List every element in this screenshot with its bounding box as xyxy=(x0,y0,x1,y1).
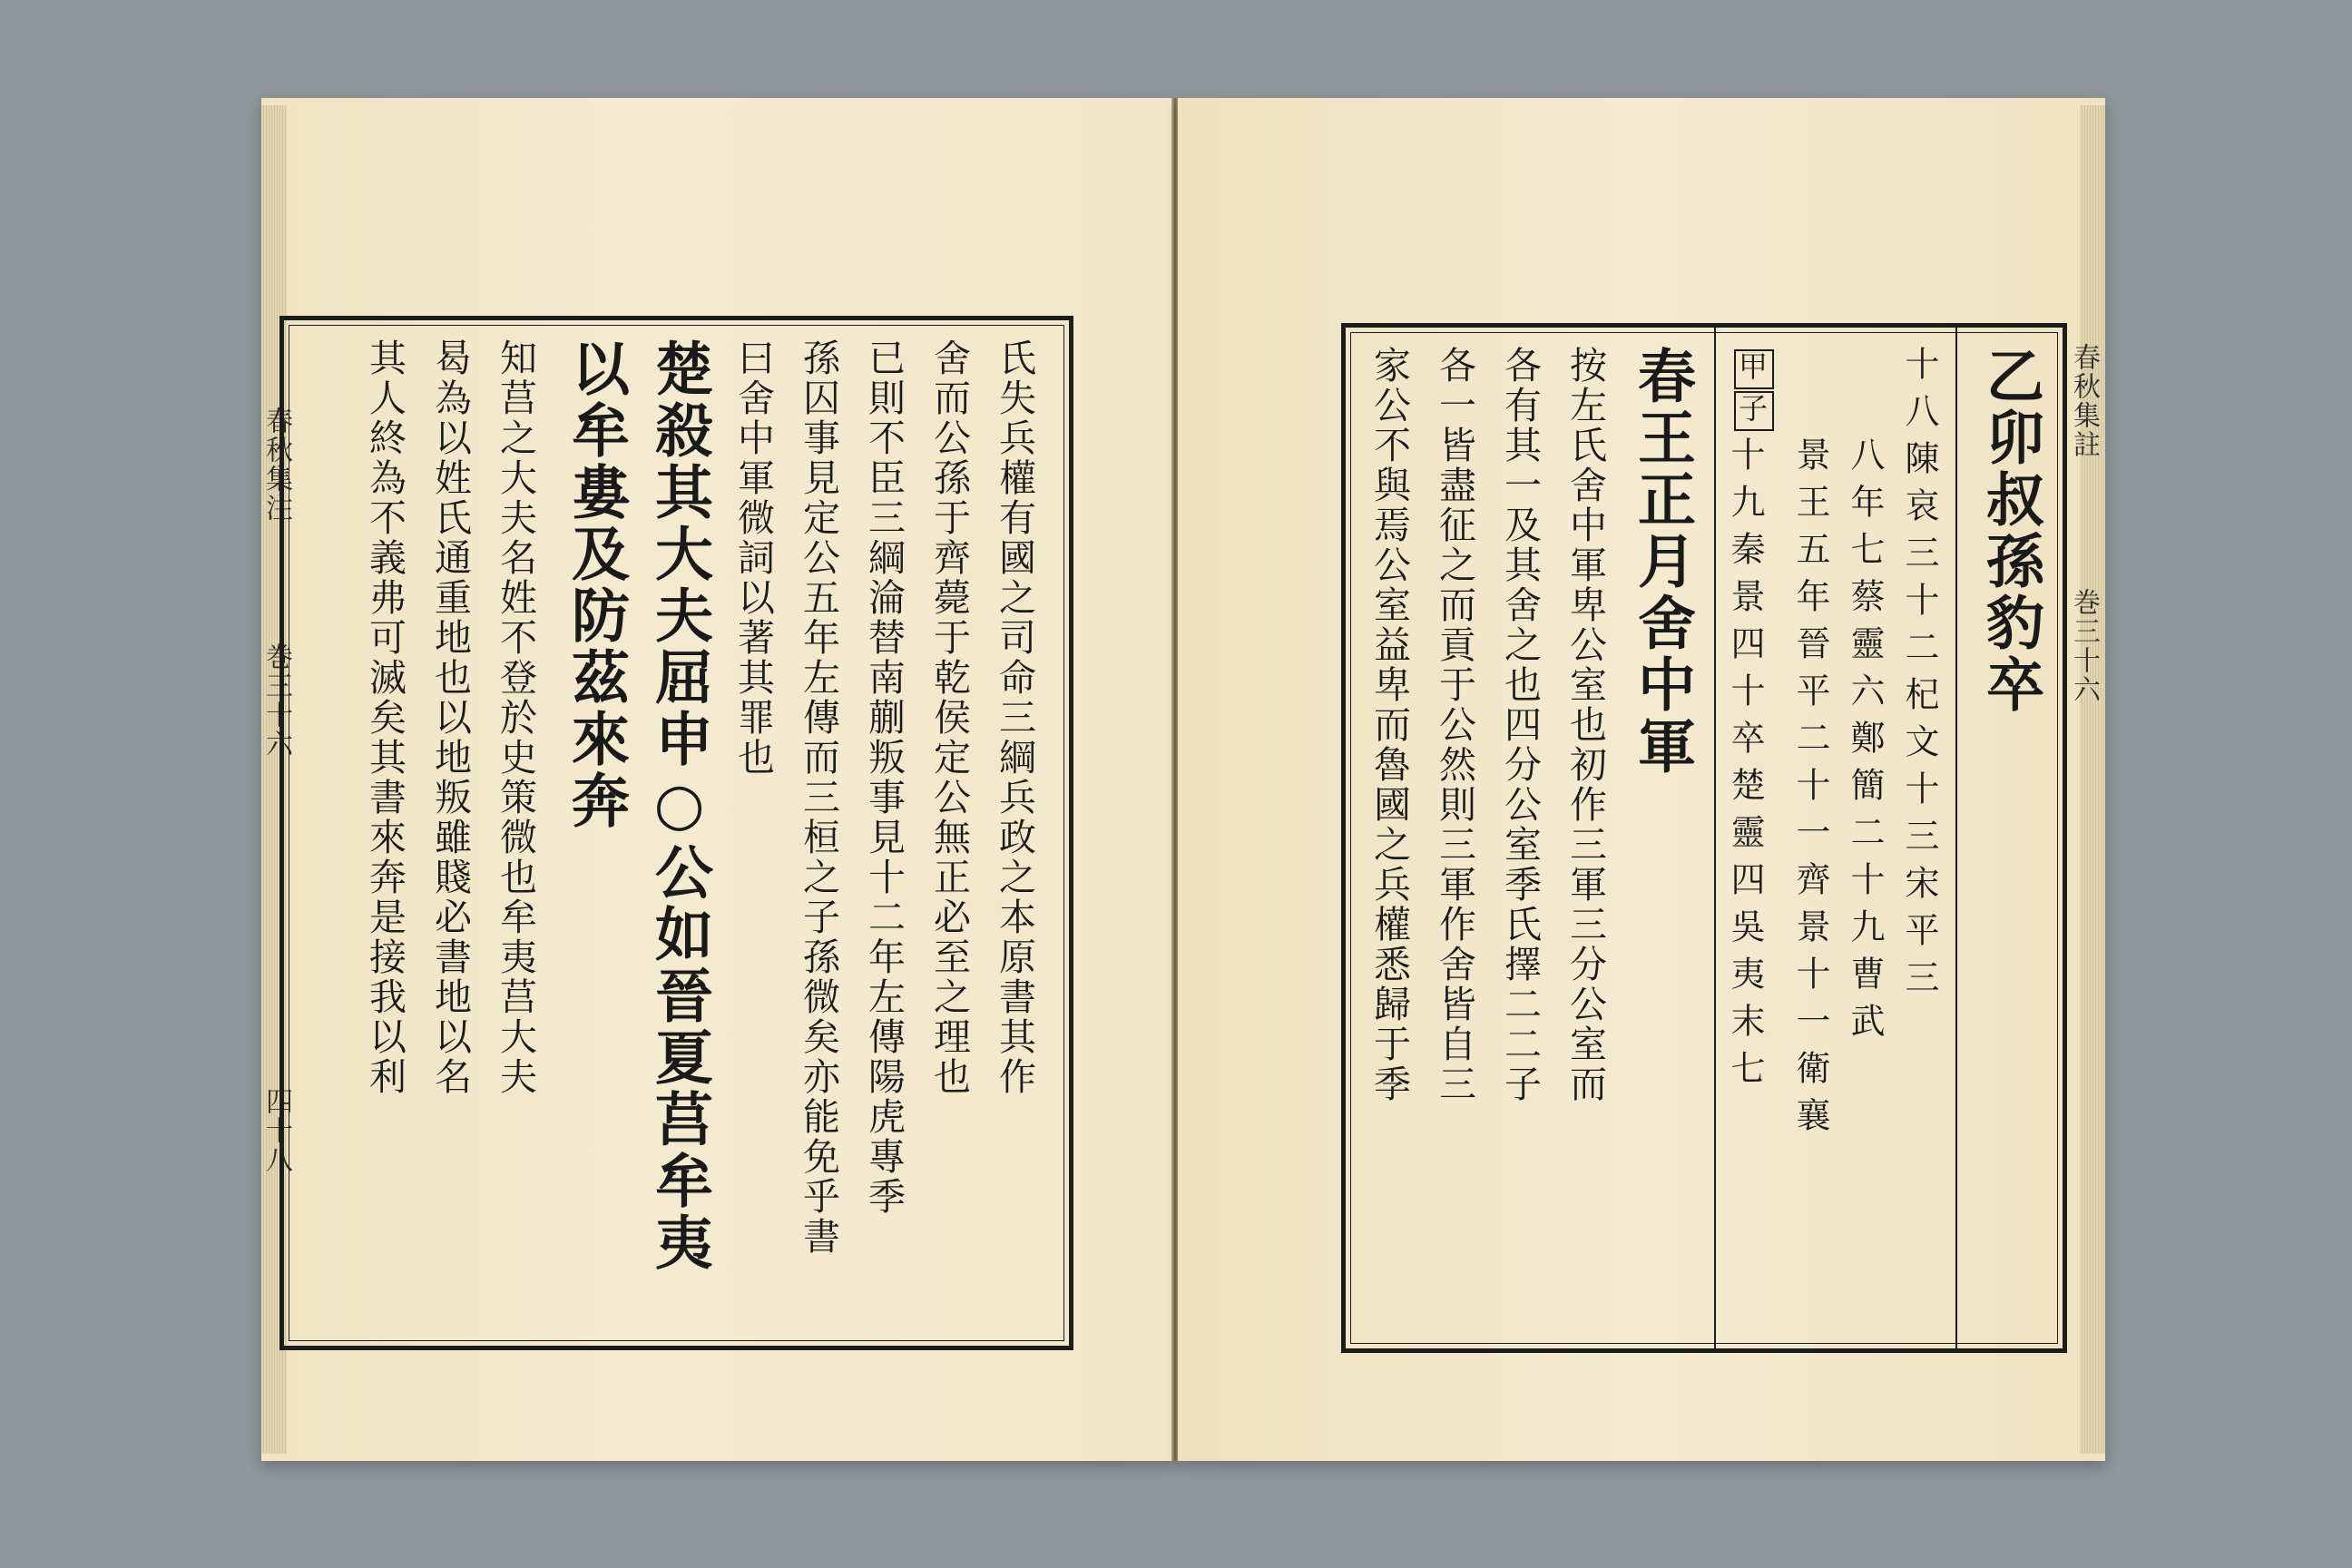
open-book xyxy=(261,98,2105,1461)
text-column: 孫囚事見定公五年左傳而三桓之子孫微矣亦能免乎書 xyxy=(797,338,840,1257)
page-edge-right xyxy=(2080,105,2105,1454)
text-column: 曰舍中軍微詞以著其罪也 xyxy=(731,338,775,778)
text-column: 已則不臣三綱淪替南蒯叛事見十二年左傳陽虎專季 xyxy=(862,338,906,1217)
margin-title-left: 春秋集注 xyxy=(260,407,292,523)
chronology-row: 八年七蔡靈六鄭簡二十九曹武 xyxy=(1845,436,1885,1050)
margin-page-number: 四十八 xyxy=(260,1087,292,1174)
text-column: 其人終為不義弗可滅矣其書來奔是接我以利 xyxy=(363,338,407,1097)
text-column: 知莒之大夫名姓不登於史策微也牟夷莒大夫 xyxy=(494,338,537,1097)
margin-volume-right: 巻三十六 xyxy=(2068,588,2100,704)
main-text-column: 以牟婁及防茲來奔 xyxy=(562,338,630,832)
main-text-column: 楚殺其大夫屈申○公如晉夏莒牟夷 xyxy=(645,338,713,1274)
text-column: 舍而公孫于齊薨于乾侯定公無正必至之理也 xyxy=(927,338,971,1097)
text-frame-right xyxy=(1341,323,2067,1353)
entry-heading: 乙卯叔孫豹卒 xyxy=(1976,346,2044,716)
cyclical-year-box-2: 子 xyxy=(1734,391,1774,431)
table-rule xyxy=(1955,328,1957,1348)
text-column: 各一皆盡征之而貢于公然則三軍作舍皆自三 xyxy=(1433,346,1476,1104)
main-text-column: 春王正月舍中軍 xyxy=(1628,346,1696,778)
text-column: 曷為以姓氏通重地也以地叛雖賤必書地以名 xyxy=(428,338,472,1097)
right-page xyxy=(1178,98,2105,1461)
text-column: 按左氏舍中軍卑公室也初作三軍三分公室而 xyxy=(1563,346,1607,1104)
chronology-row: 十八陳哀三十二杞文十三宋平三 xyxy=(1899,346,1939,1006)
text-column: 各有其一及其舍之也四分公室季氏擇二二子 xyxy=(1498,346,1542,1104)
text-column: 氏失兵權有國之司命三綱兵政之本原書其作 xyxy=(993,338,1036,1097)
text-column: 家公不與焉公室益卑而魯國之兵權悉歸于季 xyxy=(1367,346,1411,1104)
chronology-row: 十九秦景四十卒楚靈四吳夷末七 xyxy=(1725,436,1765,1097)
chronology-row: 景王五年晉平二十一齊景十一衛襄 xyxy=(1790,436,1830,1144)
left-page xyxy=(261,98,1175,1461)
text-frame-left xyxy=(279,316,1073,1350)
table-rule xyxy=(1714,328,1716,1348)
margin-volume-left: 巻三十六 xyxy=(260,642,292,759)
cyclical-year-box-1: 甲 xyxy=(1734,349,1774,389)
margin-title-right: 春秋集註 xyxy=(2068,343,2100,459)
